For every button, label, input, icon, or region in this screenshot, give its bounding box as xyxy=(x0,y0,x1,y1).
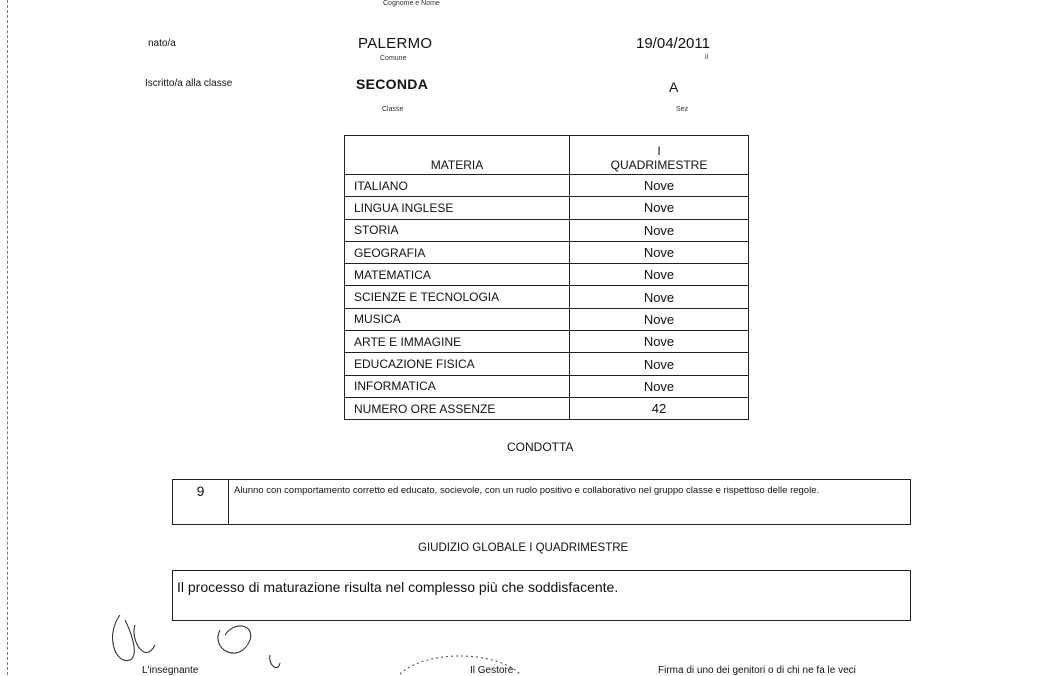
comune-value: PALERMO xyxy=(358,35,433,52)
subject-cell: EDUCAZIONE FISICA xyxy=(345,353,570,375)
grade-cell: Nove xyxy=(570,264,749,286)
grade-cell: Nove xyxy=(570,286,749,308)
subject-cell: STORIA xyxy=(345,219,570,241)
grade-cell: Nove xyxy=(570,331,749,353)
teacher-signature xyxy=(100,605,300,675)
name-caption: Cognome e Nome xyxy=(383,0,440,7)
grade-cell: Nove xyxy=(570,197,749,219)
born-label: nato/a xyxy=(148,38,176,49)
subject-cell: MUSICA xyxy=(345,308,570,330)
table-row xyxy=(345,219,749,241)
table-row xyxy=(345,397,749,419)
quarter-header xyxy=(570,136,749,175)
manager-label: Il Gestore xyxy=(470,665,514,676)
table-row xyxy=(345,353,749,375)
conduct-grade: 9 xyxy=(196,483,205,499)
table-row xyxy=(345,241,749,263)
classe-value: SECONDA xyxy=(356,76,429,92)
subject-header: MATERIA xyxy=(345,136,570,175)
classe-caption: Classe xyxy=(382,106,404,113)
table-row xyxy=(345,286,749,308)
grade-cell: Nove xyxy=(570,308,749,330)
subject-cell: MATEMATICA xyxy=(345,264,570,286)
conduct-box xyxy=(172,479,911,525)
table-row xyxy=(345,264,749,286)
table-row xyxy=(345,308,749,330)
quarter-header-line2: QUADRIMESTRE xyxy=(610,158,708,172)
grade-cell: Nove xyxy=(570,353,749,375)
grades-table xyxy=(344,135,749,420)
scan-edge xyxy=(0,0,8,675)
table-row xyxy=(345,331,749,353)
subject-cell: NUMERO ORE ASSENZE xyxy=(345,397,570,419)
grade-cell: Nove xyxy=(570,241,749,263)
subject-cell: LINGUA INGLESE xyxy=(345,197,570,219)
birth-date: 19/04/2011 xyxy=(636,35,710,52)
table-row xyxy=(345,175,749,197)
table-row xyxy=(345,375,749,397)
conduct-title: CONDOTTA xyxy=(507,440,574,454)
judgement-title: GIUDIZIO GLOBALE I QUADRIMESTRE xyxy=(418,542,629,554)
parent-signature-label: Firma di uno dei genitori o di chi ne fa le veci xyxy=(658,665,856,676)
date-caption: il xyxy=(705,54,709,61)
conduct-grade-cell xyxy=(173,480,229,524)
subject-cell: GEOGRAFIA xyxy=(345,241,570,263)
subject-cell: INFORMATICA xyxy=(345,375,570,397)
comune-caption: Comune xyxy=(380,55,407,62)
grade-cell: 42 xyxy=(570,397,749,419)
subject-cell: ITALIANO xyxy=(345,175,570,197)
subject-cell: SCIENZE E TECNOLOGIA xyxy=(345,286,570,308)
enrolled-label: Iscritto/a alla classe xyxy=(145,78,233,89)
grade-cell: Nove xyxy=(570,219,749,241)
section-value: A xyxy=(669,79,679,95)
grade-cell: Nove xyxy=(570,375,749,397)
section-caption: Sez xyxy=(676,106,689,113)
grade-cell: Nove xyxy=(570,175,749,197)
judgement-text: Il processo di maturazione risulta nel complesso più che soddisfacente. xyxy=(177,579,619,595)
conduct-description: Alunno con comportamento corretto ed educato, socievole, con un ruolo positivo e collaborativo nel gruppo classe e rispettoso delle regole. xyxy=(234,485,820,496)
quarter-header-line1: I xyxy=(657,144,661,158)
table-row xyxy=(345,197,749,219)
teacher-label: L'insegnante xyxy=(142,665,199,676)
subject-cell: ARTE E IMMAGINE xyxy=(345,331,570,353)
